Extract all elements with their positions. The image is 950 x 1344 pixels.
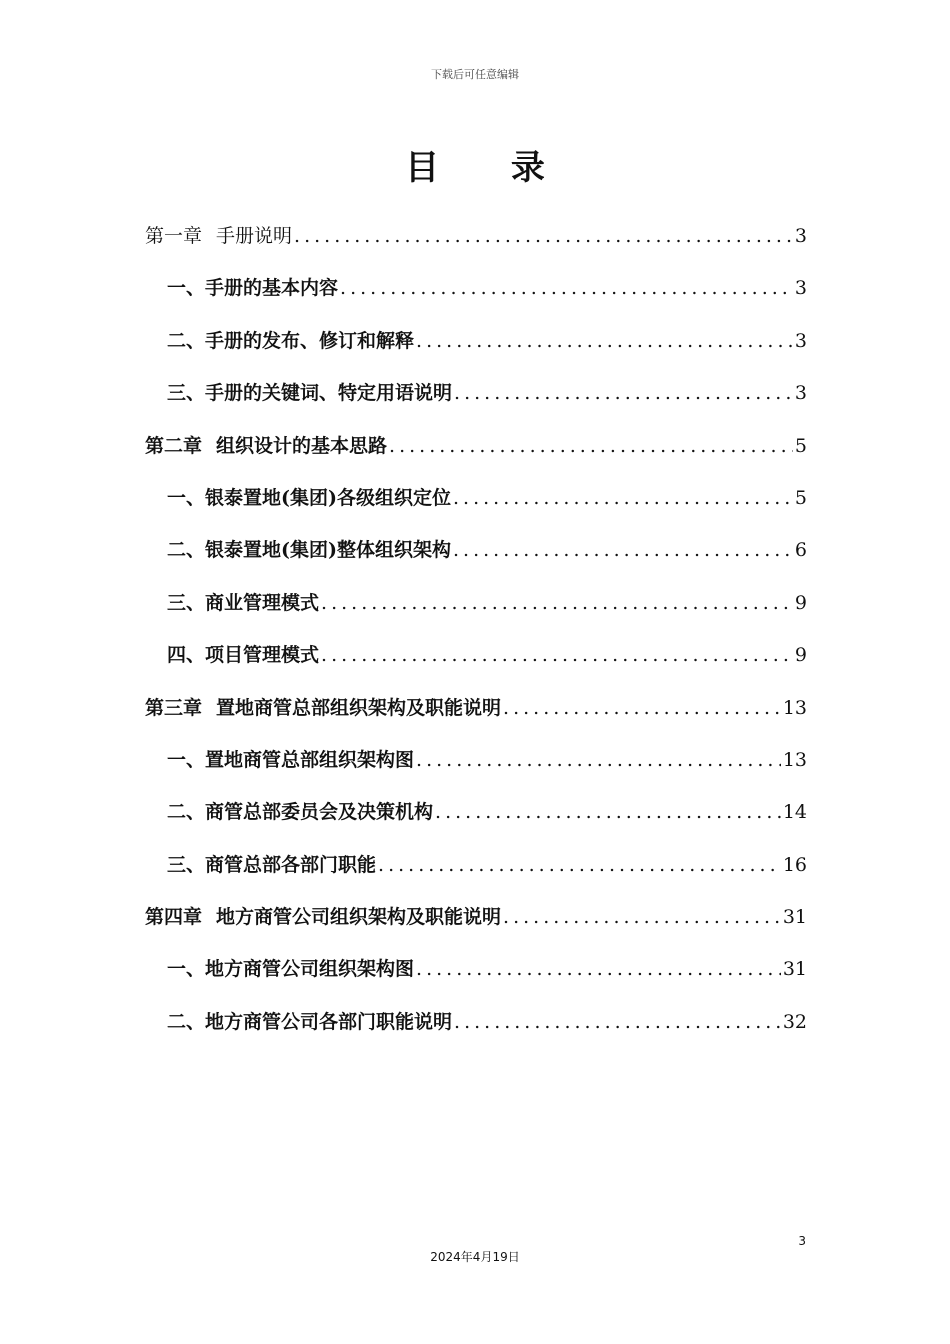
toc-entry-label: 手册的发布、修订和解释 — [205, 329, 415, 352]
toc-dot-leader — [453, 478, 793, 518]
toc-entry-label: 商管总部各部门职能 — [205, 853, 377, 876]
toc-entry-number: 三、 — [167, 382, 206, 405]
toc-dot-leader — [378, 845, 781, 885]
toc-entry-page: 5 — [794, 434, 807, 457]
toc-chapter-entry[interactable] — [145, 688, 807, 740]
toc-entry-label: 地方商管公司各部门职能说明 — [205, 1010, 453, 1033]
toc-dot-leader — [389, 426, 793, 466]
toc-entry-label: 置地商管总部组织架构及职能说明 — [216, 696, 502, 719]
toc-entry-label: 手册说明 — [216, 225, 293, 247]
toc-entry-page: 16 — [782, 853, 807, 876]
toc-entry-label: 地方商管公司组织架构图 — [205, 958, 415, 981]
toc-entry-number: 一、 — [167, 958, 206, 981]
toc-entry-number: 二、 — [167, 801, 206, 824]
toc-chapter-entry[interactable] — [145, 216, 807, 268]
toc-dot-leader — [416, 949, 781, 989]
toc-entry-page: 13 — [782, 696, 807, 719]
toc-dot-leader — [454, 373, 793, 413]
header-note: 下载后可任意编辑 — [431, 68, 519, 81]
toc-chapter-entry[interactable] — [145, 897, 807, 949]
toc-entry-page: 9 — [794, 644, 807, 667]
toc-entry-page: 3 — [794, 277, 807, 300]
toc-entry-page: 32 — [782, 1010, 807, 1033]
toc-entry-page: 31 — [782, 958, 807, 981]
page-title: 目 录 — [405, 148, 575, 188]
table-of-contents — [145, 216, 807, 1054]
toc-entry-page: 3 — [794, 329, 807, 352]
toc-section-entry[interactable] — [145, 1002, 807, 1054]
toc-section-entry[interactable] — [145, 478, 807, 530]
toc-entry-page: 13 — [782, 748, 807, 771]
toc-entry-label: 商业管理模式 — [205, 591, 320, 614]
toc-section-entry[interactable] — [145, 949, 807, 1001]
toc-entry-number: 一、 — [167, 748, 206, 771]
toc-entry-page: 31 — [782, 906, 807, 929]
toc-entry-number: 三、 — [167, 853, 206, 876]
toc-entry-number: 二、 — [167, 1010, 206, 1033]
toc-entry-label: 手册的关键词、特定用语说明 — [205, 382, 453, 405]
toc-dot-leader — [503, 688, 781, 728]
toc-section-entry[interactable] — [145, 740, 807, 792]
toc-dot-leader — [435, 792, 781, 832]
toc-entry-page: 3 — [794, 225, 807, 247]
toc-dot-leader — [340, 268, 793, 308]
toc-entry-number: 第一章 — [145, 225, 203, 247]
toc-entry-number: 第二章 — [145, 434, 203, 457]
toc-entry-page: 6 — [794, 539, 807, 562]
toc-section-entry[interactable] — [145, 792, 807, 844]
toc-entry-label: 商管总部委员会及决策机构 — [205, 801, 434, 824]
toc-entry-page: 14 — [782, 801, 807, 824]
page-number: 3 — [798, 1234, 806, 1248]
toc-section-entry[interactable] — [145, 845, 807, 897]
toc-dot-leader — [416, 740, 781, 780]
toc-dot-leader — [416, 321, 793, 361]
toc-dot-leader — [294, 216, 793, 256]
toc-entry-number: 第四章 — [145, 906, 203, 929]
toc-entry-page: 3 — [794, 382, 807, 405]
toc-section-entry[interactable] — [145, 635, 807, 687]
toc-entry-label: 手册的基本内容 — [205, 277, 339, 300]
toc-entry-label: 项目管理模式 — [205, 644, 320, 667]
toc-entry-number: 四、 — [167, 644, 206, 667]
toc-dot-leader — [321, 635, 793, 675]
toc-entry-number: 二、 — [167, 329, 206, 352]
toc-entry-label: 银泰置地(集团)各级组织定位 — [205, 486, 451, 509]
toc-chapter-entry[interactable] — [145, 426, 807, 478]
toc-dot-leader — [454, 1002, 781, 1042]
toc-section-entry[interactable] — [145, 321, 807, 373]
toc-entry-label: 银泰置地(集团)整体组织架构 — [205, 539, 451, 562]
toc-entry-label: 置地商管总部组织架构图 — [205, 748, 415, 771]
toc-dot-leader — [321, 583, 793, 623]
toc-section-entry[interactable] — [145, 530, 807, 582]
toc-entry-label: 组织设计的基本思路 — [216, 434, 388, 457]
footer-date: 2024年4月19日 — [430, 1250, 520, 1264]
toc-dot-leader — [503, 897, 781, 937]
toc-section-entry[interactable] — [145, 373, 807, 425]
toc-entry-number: 三、 — [167, 591, 206, 614]
toc-dot-leader — [453, 530, 793, 570]
toc-entry-page: 5 — [794, 486, 807, 509]
toc-section-entry[interactable] — [145, 268, 807, 320]
toc-entry-number: 一、 — [167, 486, 206, 509]
toc-entry-page: 9 — [794, 591, 807, 614]
toc-entry-label: 地方商管公司组织架构及职能说明 — [216, 906, 502, 929]
toc-section-entry[interactable] — [145, 583, 807, 635]
toc-entry-number: 第三章 — [145, 696, 203, 719]
toc-entry-number: 二、 — [167, 539, 206, 562]
toc-entry-number: 一、 — [167, 277, 206, 300]
